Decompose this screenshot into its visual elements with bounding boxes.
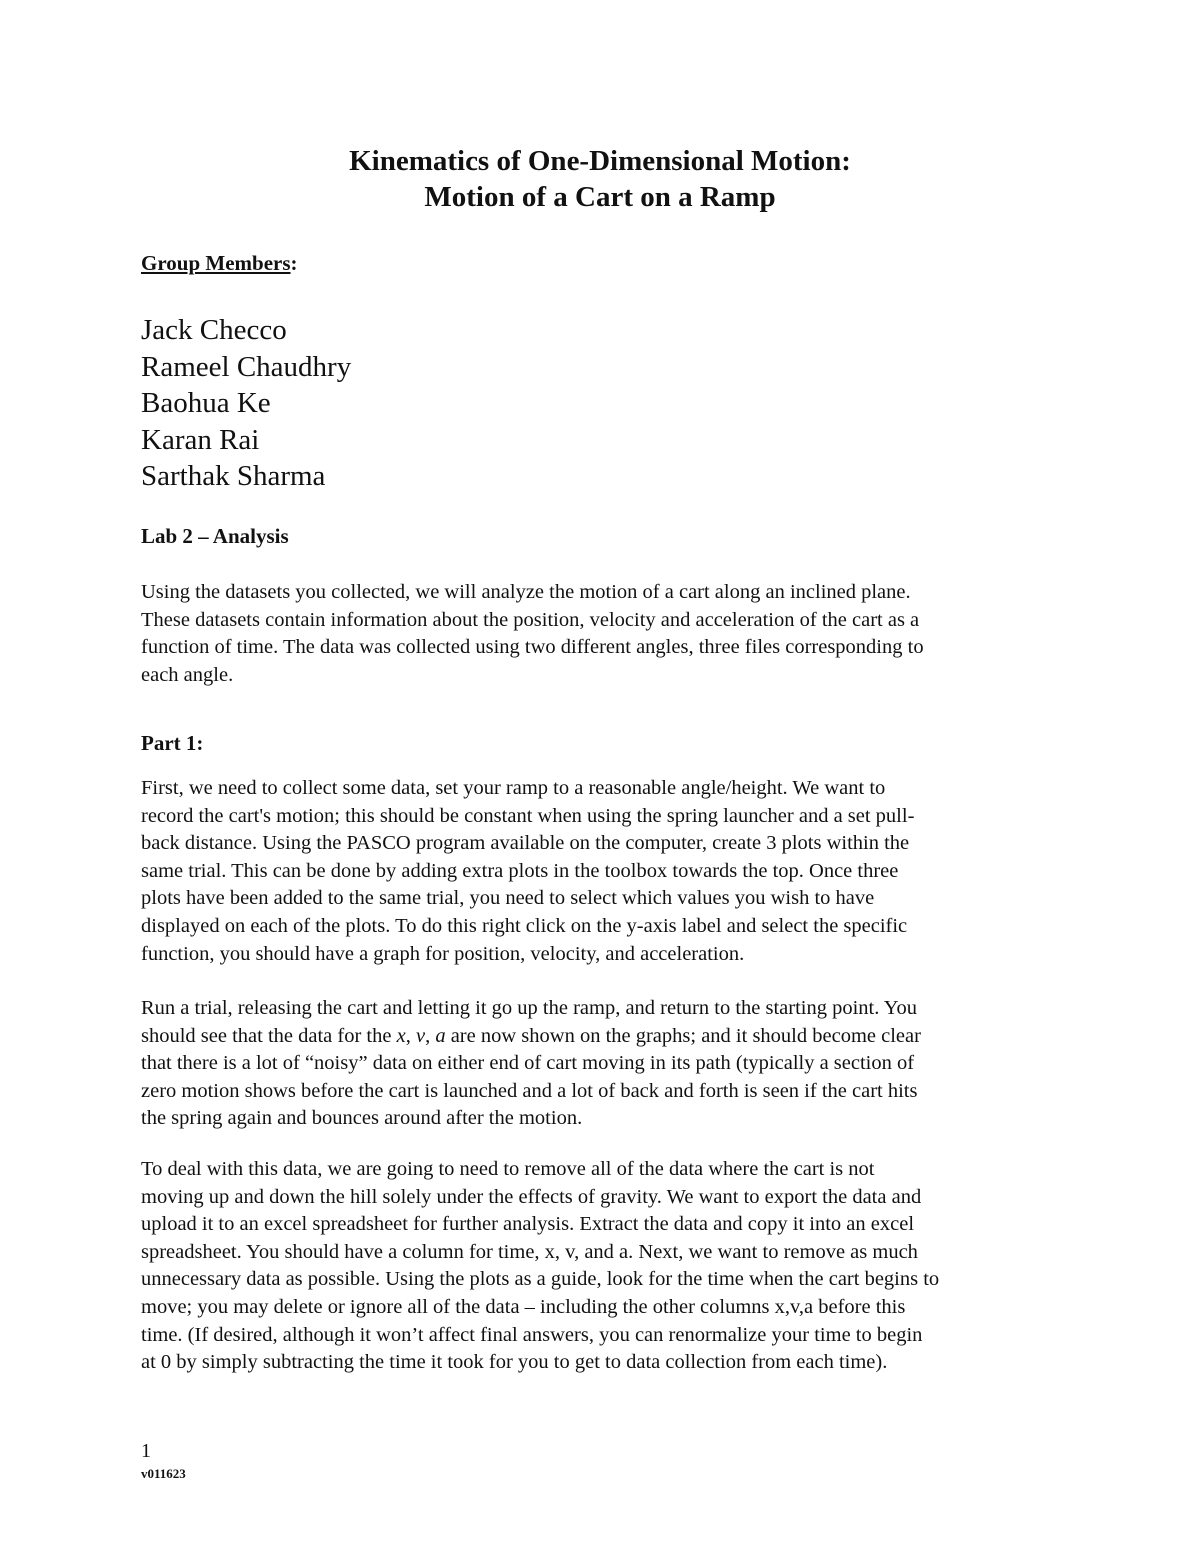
- text-line: Run a trial, releasing the cart and letting it go up the ramp, and return to the starting point. You: [141, 997, 917, 1019]
- title-line-1: Kinematics of One-Dimensional Motion:: [349, 145, 851, 177]
- text-line: To deal with this data, we are going to need to remove all of the data where the cart is not: [141, 1158, 875, 1180]
- text-line: function, you should have a graph for position, velocity, and acceleration.: [141, 942, 745, 965]
- text-line: moving up and down the hill solely under the effects of gravity. We want to export the data and: [141, 1185, 922, 1208]
- text-line: back distance. Using the PASCO program available on the computer, create 3 plots within the: [141, 832, 910, 855]
- text-line: These datasets contain information about the position, velocity and acceleration of the cart as a: [141, 608, 920, 631]
- variable-x: x: [396, 1024, 406, 1047]
- lab-heading: Lab 2 – Analysis: [141, 524, 289, 548]
- page-title: [0, 143, 1200, 215]
- title-line-2: Motion of a Cart on a Ramp: [424, 181, 776, 213]
- separator: ,: [425, 1024, 436, 1047]
- text-line: at 0 by simply subtracting the time it took for you to get to data collection from each time).: [141, 1351, 888, 1374]
- text-line: function of time. The data was collected using two different angles, three files corresponding to: [141, 636, 924, 659]
- part1-heading: Part 1:: [141, 731, 204, 755]
- group-members-colon: :: [290, 251, 298, 275]
- separator: ,: [405, 1024, 416, 1047]
- version-code: v011623: [141, 1466, 186, 1481]
- text-line: Using the datasets you collected, we will analyze the motion of a cart along an inclined plane.: [141, 581, 911, 603]
- member-name: Karan Rai: [141, 423, 260, 456]
- text-line: record the cart's motion; this should be constant when using the spring launcher and a set pull-: [141, 804, 915, 827]
- text-line: First, we need to collect some data, set your ramp to a reasonable angle/height. We want to: [141, 777, 886, 799]
- member-name: Rameel Chaudhry: [141, 350, 352, 383]
- member-name: Baohua Ke: [141, 387, 271, 419]
- text-line: same trial. This can be done by adding extra plots in the toolbox towards the top. Once three: [141, 859, 899, 882]
- text-fragment: are now shown on the graphs; and it should become clear: [445, 1024, 921, 1047]
- page-number: 1: [141, 1440, 151, 1462]
- text-line: unnecessary data as possible. Using the plots as a guide, look for the time when the cart begins to: [141, 1268, 940, 1291]
- text-line: plots have been added to the same trial, you need to select which values you wish to have: [141, 887, 875, 910]
- text-line: spreadsheet. You should have a column for time, x, v, and a. Next, we want to remove as much: [141, 1240, 918, 1263]
- text-line: upload it to an excel spreadsheet for further analysis. Extract the data and copy it into an excel: [141, 1213, 915, 1236]
- part1-paragraph-2: [141, 995, 1071, 1133]
- text-line: time. (If desired, although it won’t affect final answers, you can renormalize your time to begin: [141, 1323, 923, 1346]
- variable-v: v: [415, 1024, 426, 1047]
- member-name: Jack Checco: [141, 314, 287, 346]
- group-members-label-text: Group Members: [141, 251, 291, 275]
- part1-paragraph-1: [141, 775, 1071, 968]
- variable-a: a: [435, 1024, 446, 1047]
- group-members-label: [141, 251, 298, 276]
- text-line: [141, 1023, 1071, 1051]
- text-line: zero motion shows before the cart is launched and a lot of back and forth is seen if the cart hits: [141, 1079, 918, 1102]
- intro-paragraph: [141, 579, 1071, 689]
- text-line: the spring again and bounces around after the motion.: [141, 1107, 583, 1130]
- text-line: displayed on each of the plots. To do this right click on the y-axis label and select the specific: [141, 914, 908, 937]
- group-members-list: [141, 312, 351, 495]
- member-name: Sarthak Sharma: [141, 460, 326, 492]
- text-line: move; you may delete or ignore all of the data – including the other columns x,v,a before this: [141, 1295, 906, 1318]
- part1-paragraph-3: [141, 1156, 1071, 1377]
- text-fragment: should see that the data for the: [141, 1024, 397, 1047]
- text-line: that there is a lot of “noisy” data on either end of cart moving in its path (typically a section of: [141, 1052, 915, 1075]
- text-line: each angle.: [141, 663, 234, 686]
